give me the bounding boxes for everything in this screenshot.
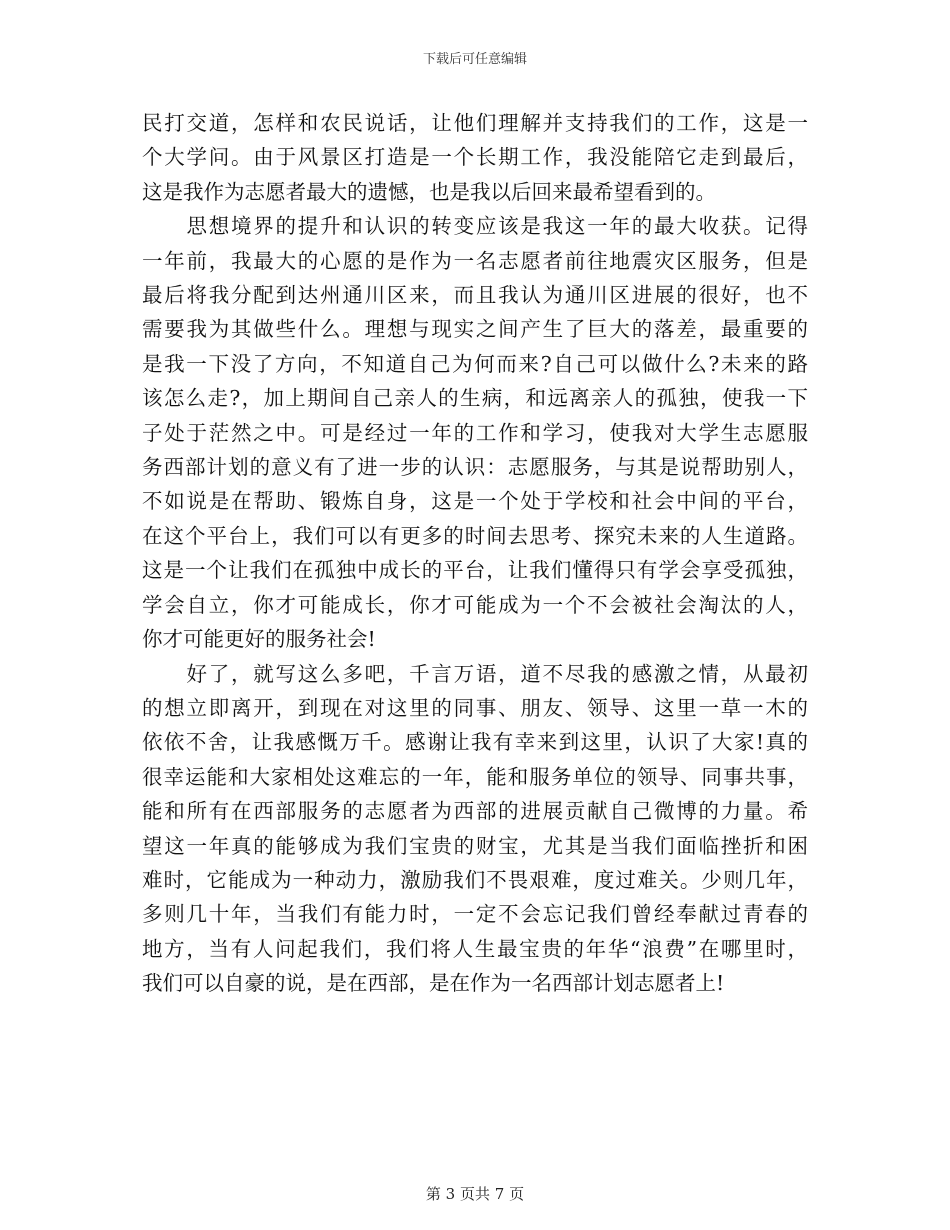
page-number: 第 3 页共 7 页 bbox=[425, 1185, 525, 1203]
paragraph-1 bbox=[142, 106, 808, 209]
paragraph-3 bbox=[142, 657, 808, 1001]
text-line: 你才可能更好的服务社会! bbox=[142, 627, 376, 652]
text-line: 这是我作为志愿者最大的遗憾，也是我以后回来最希望看到的。 bbox=[142, 179, 716, 204]
paragraph-2 bbox=[142, 209, 808, 656]
text-line: 的想立即离开，到现在对这里的同事、朋友、领导、这里一草一木的 bbox=[142, 695, 808, 720]
text-line: 好了，就写这么多吧，千言万语，道不尽我的感激之情，从最初 bbox=[142, 661, 808, 686]
page-footer bbox=[0, 1185, 950, 1203]
text-line: 这是一个让我们在孤独中成长的平台，让我们懂得只有学会享受孤独， bbox=[142, 558, 808, 583]
text-line: 最后将我分配到达州通川区来，而且我认为通川区进展的很好，也不 bbox=[142, 283, 808, 308]
text-line: 个大学问。由于风景区打造是一个长期工作，我没能陪它走到最后， bbox=[142, 145, 808, 170]
text-line: 依依不舍，让我感慨万千。感谢让我有幸来到这里，认识了大家!真的 bbox=[142, 730, 808, 755]
text-line: 很幸运能和大家相处这难忘的一年，能和服务单位的领导、同事共事， bbox=[142, 764, 808, 789]
text-line: 该怎么走?，加上期间自己亲人的生病，和远离亲人的孤独，使我一下 bbox=[142, 386, 808, 411]
text-line: 在这个平台上，我们可以有更多的时间去思考、探究未来的人生道路。 bbox=[142, 523, 808, 548]
text-line: 望这一年真的能够成为我们宝贵的财宝，尤其是当我们面临挫折和困 bbox=[142, 833, 808, 858]
text-line: 民打交道，怎样和农民说话，让他们理解并支持我们的工作，这是一 bbox=[142, 111, 808, 135]
text-line: 难时，它能成为一种动力，激励我们不畏艰难，度过难关。少则几年， bbox=[142, 867, 808, 892]
text-line: 地方，当有人问起我们，我们将人生最宝贵的年华“浪费”在哪里时， bbox=[142, 936, 808, 961]
document-body bbox=[142, 106, 808, 1001]
page-header bbox=[0, 52, 950, 68]
text-line: 子处于茫然之中。可是经过一年的工作和学习，使我对大学生志愿服 bbox=[142, 420, 808, 445]
text-line: 我们可以自豪的说，是在西部，是在作为一名西部计划志愿者上! bbox=[142, 971, 725, 996]
text-line: 一年前，我最大的心愿的是作为一名志愿者前往地震灾区服务，但是 bbox=[142, 248, 808, 273]
text-line: 多则几十年，当我们有能力时，一定不会忘记我们曾经奉献过青春的 bbox=[142, 902, 808, 927]
header-text: 下载后可任意编辑 bbox=[422, 52, 527, 67]
text-line: 学会自立，你才可能成长，你才可能成为一个不会被社会淘汰的人， bbox=[142, 592, 808, 617]
text-line: 是我一下没了方向，不知道自己为何而来?自己可以做什么?未来的路 bbox=[142, 351, 808, 376]
text-line: 务西部计划的意义有了进一步的认识：志愿服务，与其是说帮助别人， bbox=[142, 455, 808, 480]
text-line: 思想境界的提升和认识的转变应该是我这一年的最大收获。记得 bbox=[142, 214, 808, 239]
text-line: 能和所有在西部服务的志愿者为西部的进展贡献自己微博的力量。希 bbox=[142, 799, 808, 824]
text-line: 不如说是在帮助、锻炼自身，这是一个处于学校和社会中间的平台， bbox=[142, 489, 808, 514]
text-line: 需要我为其做些什么。理想与现实之间产生了巨大的落差，最重要的 bbox=[142, 317, 808, 342]
